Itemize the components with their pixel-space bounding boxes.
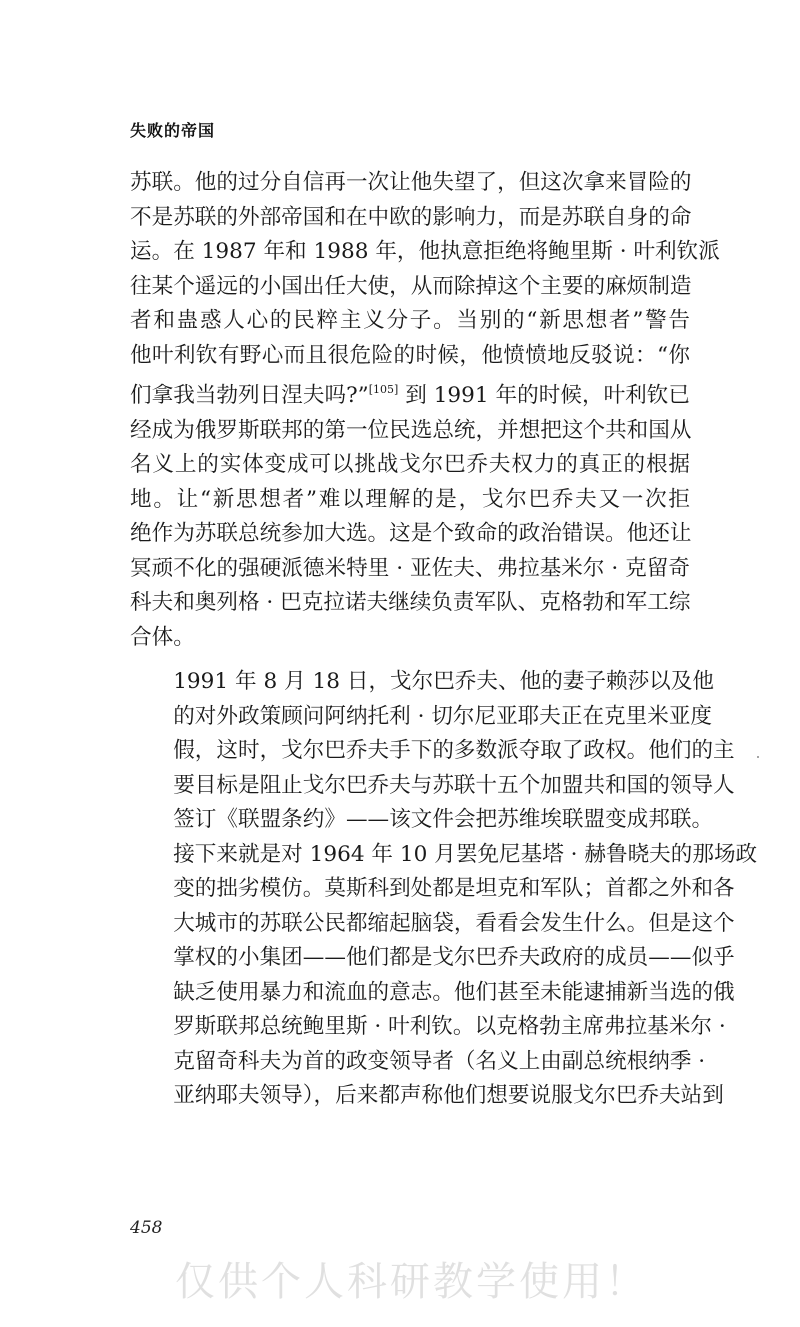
text-line: 合体。 <box>130 624 195 650</box>
footnote-reference[interactable]: [105] <box>368 383 399 396</box>
text-line: 往某个遥远的小国出任大使，从而除掉这个主要的麻烦制造 <box>130 273 692 299</box>
text-line: 科夫和奥列格 · 巴克拉诺夫继续负责军队、克格勃和军工综 <box>130 590 691 615</box>
running-head-title: 失败的帝国 <box>130 121 216 140</box>
text-line: 大城市的苏联公民都缩起脑袋，看看会发生什么。但是这个 <box>173 910 735 936</box>
text-line: 不是苏联的外部帝国和在中欧的影响力，而是苏联自身的命 <box>130 204 692 230</box>
text-line: 地。让“新思想者”难以理解的是，戈尔巴乔夫又一次拒 <box>130 486 690 512</box>
text-line: 签订《联盟条约》——该文件会把苏维埃联盟变成邦联。 <box>173 807 714 832</box>
text-line: 苏联。他的过分自信再一次让他失望了，但这次拿来冒险的 <box>130 170 692 195</box>
text-line: 者和蛊惑人心的民粹主义分子。当别的“新思想者”警告 <box>130 308 690 333</box>
body-text <box>130 166 758 1114</box>
watermark-text: 仅供个人科研教学使用！ <box>175 1259 648 1305</box>
text-line: 1991 年 8 月 18 日，戈尔巴乔夫、他的妻子赖莎以及他 <box>173 669 714 694</box>
text-line: 运。在 1987 年和 1988 年，他执意拒绝将鲍里斯 · 叶利钦派 <box>130 239 720 264</box>
text-line: 他叶利钦有野心而且很危险的时候，他愤愤地反驳说：“你 <box>130 342 690 368</box>
text-line: 克留奇科夫为首的政变领导者（名义上由副总统根纳季 · <box>173 1048 706 1074</box>
text-line: 绝作为苏联总统参加大选。这是个致命的政治错误。他还让 <box>130 521 692 546</box>
text-line: 经成为俄罗斯联邦的第一位民选总统，并想把这个共和国从 <box>130 417 692 443</box>
scan-speck <box>757 756 759 758</box>
text-line: 的对外政策顾问阿纳托利 · 切尔尼亚耶夫正在克里米亚度 <box>173 703 713 729</box>
text-segment: 们拿我当勃列日涅夫吗?” <box>130 383 369 408</box>
paragraph-2 <box>130 665 758 1114</box>
text-line-with-note <box>130 373 690 414</box>
text-line: 变的拙劣模仿。莫斯科到处都是坦克和军队；首都之外和各 <box>173 876 735 901</box>
text-segment: 到 1991 年的时候，叶利钦已 <box>405 383 690 408</box>
text-line: 亚纳耶夫领导），后来都声称他们想要说服戈尔巴乔夫站到 <box>173 1083 724 1108</box>
text-line: 掌权的小集团——他们都是戈尔巴乔夫政府的成员——似乎 <box>173 945 735 970</box>
paragraph-1 <box>130 166 720 655</box>
text-line: 冥顽不化的强硬派德米特里 · 亚佐夫、弗拉基米尔 · 克留奇 <box>130 555 690 581</box>
text-line: 名义上的实体变成可以挑战戈尔巴乔夫权力的真正的根据 <box>130 452 690 477</box>
text-line: 缺乏使用暴力和流血的意志。他们甚至未能逮捕新当选的俄 <box>173 979 735 1005</box>
text-line: 要目标是阻止戈尔巴乔夫与苏联十五个加盟共和国的领导人 <box>173 772 735 798</box>
text-line: 罗斯联邦总统鲍里斯 · 叶利钦。以克格勃主席弗拉基米尔 · <box>173 1014 726 1039</box>
page-number: 458 <box>130 1218 163 1238</box>
text-line: 假，这时，戈尔巴乔夫手下的多数派夺取了政权。他们的主 <box>173 738 735 763</box>
text-line: 接下来就是对 1964 年 10 月罢免尼基塔 · 赫鲁晓夫的那场政 <box>173 841 758 867</box>
